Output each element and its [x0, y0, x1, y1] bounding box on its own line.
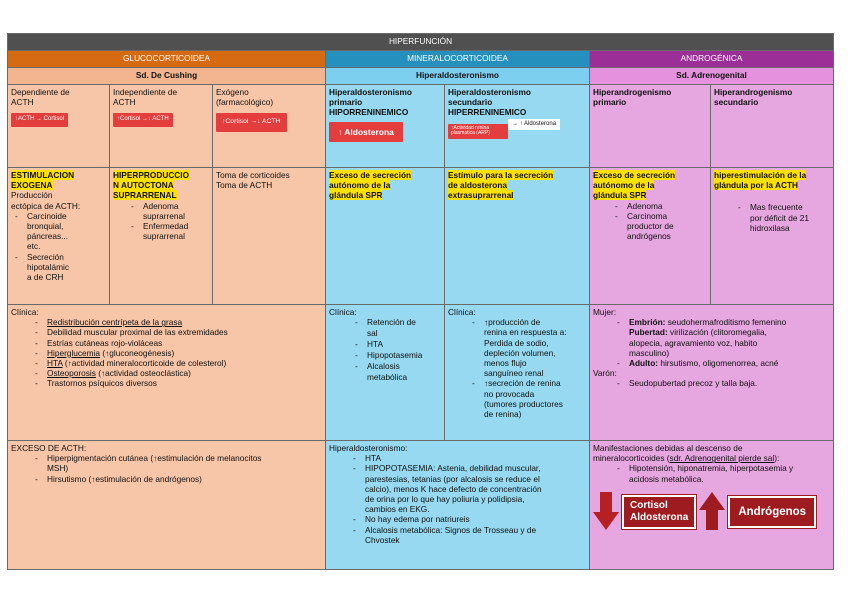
type-line: Hiperaldosteronismo: [448, 87, 531, 97]
exceso-acth: [8, 441, 326, 570]
list-item: - HTA (↑actividad mineralocorticoide de colesterol): [47, 358, 322, 368]
exceso-line: mineralocorticoides (sdr. Adrenogenital pierde sal):: [593, 453, 780, 464]
subtitle-hiperaldo: Hiperaldosteronismo: [326, 68, 590, 85]
androgenos-box: Andrógenos: [728, 496, 816, 528]
clinica-label: Clínica:: [448, 307, 476, 317]
type-line: secundario: [714, 97, 759, 108]
cause-andro-primario: [590, 168, 711, 305]
highlight-line: ESTIMULACION: [11, 170, 75, 180]
type-line: Hiperandrogenismo: [593, 87, 672, 97]
clinica-label: Varón:: [593, 368, 617, 379]
summary-sheet: [7, 33, 833, 570]
highlight-line: hiperestimulación de la: [714, 170, 807, 180]
highlight-line: de aldosterona: [448, 180, 508, 191]
clinica-list: [448, 317, 586, 419]
type-line: primario: [593, 97, 627, 108]
list-item: - Trastornos psíquicos diversos: [47, 378, 322, 388]
aldosterona-badge: ↑ Aldosterona: [329, 122, 403, 142]
aldosterona-white-badge: → ↑ Aldosterona: [508, 119, 560, 130]
clinica-list: [11, 317, 322, 388]
renina-badges: [448, 118, 586, 140]
highlight-line: autónomo de la: [329, 180, 391, 191]
cause-exogeno: [213, 168, 326, 305]
acth-cortisol-badge: ↑ACTH → Cortisol: [11, 113, 68, 126]
list-item: - Alcalosis metabólica: [367, 361, 441, 383]
list-item: - Adulto: hirsutismo, oligomenorrea, acné: [629, 358, 830, 368]
type-andro-secundario: [711, 85, 834, 168]
highlight-line: glándula por la ACTH: [714, 180, 799, 191]
cause-list: [593, 201, 707, 242]
type-andro-primario: [590, 85, 711, 168]
cause-line: Producción: [11, 190, 53, 201]
list-item: - HIPOPOTASEMIA: Astenia, debilidad muscular, parestesias, tetanias (por alcalosis se reduce el calcio), menos K hace defecto de concentración de orina por lo que hay poliuria y polidipsia, cambios en EKG.: [365, 463, 586, 514]
type-exogeno: [213, 85, 326, 168]
cause-primario: [326, 168, 445, 305]
hiperfuncion-table: [7, 33, 834, 570]
clinica-list: [593, 358, 830, 368]
cause-line: ectópica de ACTH:: [11, 200, 81, 211]
list-item: - Hirsutismo (↑estimulación de andrógenos): [47, 474, 322, 484]
highlight-line: EXOGENA: [11, 180, 53, 191]
type-independiente: [110, 85, 213, 168]
cortisol-acth-badge: ↑Cortisol →↓ ACTH: [113, 113, 173, 126]
cause-list: [11, 211, 106, 282]
type-line: HIPORRENINEMICO: [329, 107, 409, 118]
highlight-line: glándula SPR: [593, 190, 647, 201]
clinica-andro: [590, 305, 834, 441]
arp-badge: ↑Actividad renina plasmatica (ARP): [448, 124, 508, 140]
cause-list: [113, 201, 209, 242]
list-item: - Adenoma: [627, 201, 707, 211]
clinica-secundario: [445, 305, 590, 441]
highlight-line: HIPERPRODUCCIO: [113, 170, 190, 180]
clinica-cushing: [8, 305, 326, 441]
type-line: Exógeno: [216, 87, 249, 97]
list-item: - Adenoma suprarrenal: [143, 201, 209, 221]
list-item: - Retención de sal: [367, 317, 441, 339]
list-item: - Osteoporosis (↑actividad osteoclástica): [47, 368, 322, 378]
type-line: Dependiente de: [11, 87, 70, 97]
list-item: - HTA: [365, 453, 586, 463]
clinica-list: [593, 317, 830, 327]
cause-line: Toma de ACTH: [216, 180, 273, 191]
type-primario: [326, 85, 445, 168]
cause-independiente: [110, 168, 213, 305]
list-item: - No hay edema por natriureis: [365, 514, 586, 524]
list-item: - Carcinoma productor de andrógenos: [627, 211, 707, 242]
cortisol-acth-badge: ↑Cortisol →↓ ACTH: [216, 113, 287, 131]
exceso-andro: [590, 441, 834, 570]
subtitle-cushing: Sd. De Cushing: [8, 68, 326, 85]
list-item: - Embrión: seudohermafroditismo femenino: [629, 317, 830, 327]
list-item: - Carcinoide bronquial, páncreas... etc.: [27, 211, 106, 252]
type-line: HIPERRENINEMICO: [448, 107, 527, 118]
type-line: Independiente de: [113, 87, 178, 97]
list-item: - Estrías cutáneas rojo-violáceas: [47, 338, 322, 348]
exceso-label: Hiperaldosteronismo:: [329, 443, 408, 453]
clinica-list: [593, 378, 830, 388]
hormone-banner: [593, 492, 830, 532]
section-gluco-header: GLUCOCORTICOIDEA: [8, 51, 326, 68]
exceso-label: EXCESO DE ACTH:: [11, 443, 87, 453]
subtitle-adrenogenital: Sd. Adrenogenital: [590, 68, 834, 85]
clinica-label: Clínica:: [329, 307, 357, 317]
cause-line: Toma de corticoides: [216, 170, 290, 180]
list-item: - ↑producción de renina en respuesta a: Perdida de sodio, depleción volumen, menos flujo sanguíneo renal: [484, 317, 586, 378]
list-item: - Mas frecuente por déficit de 21 hidroxilasa: [750, 202, 830, 233]
highlight-line: Estímulo para la secreción: [448, 170, 554, 180]
cause-andro-secundario: [711, 168, 834, 305]
exceso-list: [11, 453, 322, 484]
list-item: - Enfermedad suprarrenal: [143, 221, 209, 241]
highlight-line: SUPRARRENAL: [113, 190, 177, 201]
type-dependiente: [8, 85, 110, 168]
section-mineral-header: MINERALOCORTICOIDEA: [326, 51, 590, 68]
list-item: - ↑secreción de renina no provocada (tumores productores de renina): [484, 378, 586, 419]
exceso-list: [593, 463, 830, 483]
list-item: - Seudopubertad precoz y talla baja.: [629, 378, 830, 388]
list-item: - Redistribución centrípeta de la grasa: [47, 317, 322, 327]
cause-secundario: [445, 168, 590, 305]
cause-dependiente: [8, 168, 110, 305]
clinica-label: Mujer:: [593, 307, 617, 317]
list-item: - HTA: [367, 339, 441, 350]
list-item: - Hipotensión, hiponatremia, hiperpotasemia y acidosis metabólica.: [629, 463, 830, 483]
list-item: - Debilidad muscular proximal de las extremidades: [47, 327, 322, 337]
table-title: HIPERFUNCIÓN: [8, 34, 834, 51]
type-line: Hiperaldosteronismo: [329, 87, 412, 97]
highlight-line: Exceso de secreción: [329, 170, 412, 180]
exceso-line: Manifestaciones debidas al descenso de: [593, 443, 743, 453]
type-secundario: [445, 85, 590, 168]
type-line: ACTH: [113, 97, 136, 108]
list-item: - Hiperglucemia (↑gluconeogénesis): [47, 348, 322, 358]
list-item: - Secreción hipotalámic a de CRH: [27, 252, 106, 283]
highlight-line: autónomo de la: [593, 180, 655, 191]
down-arrow-icon: [593, 492, 619, 532]
highlight-line: N AUTOCTONA: [113, 180, 174, 191]
cortisol-aldosterona-box: Cortisol Aldosterona: [622, 495, 696, 529]
exceso-hiperaldo: [326, 441, 590, 570]
list-item: - Hiperpigmentación cutánea (↑estimulación de melanocitos MSH): [47, 453, 322, 473]
up-arrow-icon: [699, 492, 725, 532]
type-line: primario: [329, 97, 363, 108]
clinica-primario: [326, 305, 445, 441]
clinica-andro-cont: Pubertad: virilización (clitoromegalia, alopecia, agravamiento voz, habito masculino): [629, 327, 767, 358]
type-line: Hiperandrogenismo: [714, 87, 793, 97]
list-item: - Hipopotasemia: [367, 350, 441, 361]
type-line: secundario: [448, 97, 493, 108]
highlight-line: Exceso de secreción: [593, 170, 676, 180]
exceso-list: [329, 453, 586, 545]
clinica-label: Clínica:: [11, 307, 39, 317]
highlight-line: extrasuprarrenal: [448, 190, 514, 201]
highlight-line: glándula SPR: [329, 190, 383, 201]
cause-list: [714, 202, 830, 233]
type-line: (farmacológico): [216, 97, 274, 108]
clinica-list: [329, 317, 441, 383]
section-andro-header: ANDROGÉNICA: [590, 51, 834, 68]
list-item: - Alcalosis metabólica: Signos de Trosseau y de Chvostek: [365, 525, 586, 545]
type-line: ACTH: [11, 97, 34, 108]
